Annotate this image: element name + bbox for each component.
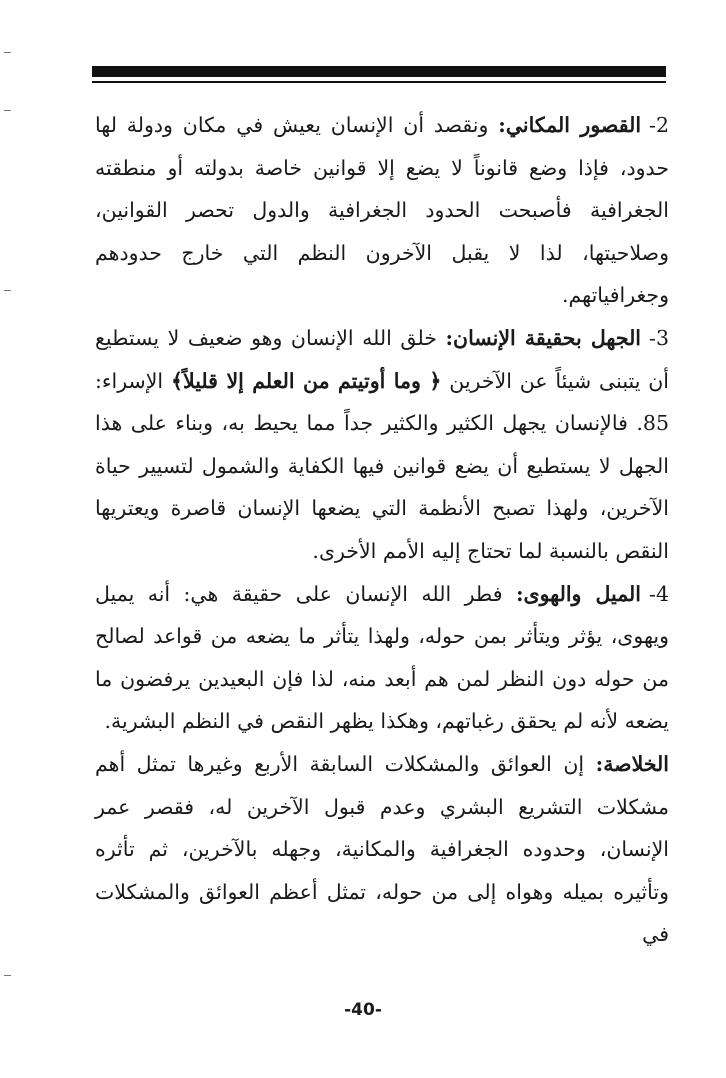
section-body: ونقصد أن الإنسان يعيش في مكان ودولة لها حدود، فإذا وضع قانوناً لا يضع إلا قوانين خاصة بدولته أو منطقته الجغرافية فأصبحت الحدود الجغرافية والدول تحصر القوانين، وصلاحيتها، لذا لا يقبل الآخرون النظم التي خارج حدودهم وجغرافياتهم. [95,113,669,308]
section-term: الميل والهوى: [515,581,642,606]
page-body-text [95,104,669,956]
scan-edge-mark [4,52,11,53]
scan-edge-mark [4,290,11,291]
header-rule-thick [92,66,666,77]
section-term: القصور المكاني: [498,113,642,137]
section-number: 2- [649,113,670,137]
section-ignorance-of-human-nature [95,317,669,573]
section-number: 3- [649,325,669,350]
section-number: 4- [649,581,669,606]
section-conclusion [95,743,669,956]
section-inclination-and-desire [95,573,669,743]
section-body-before-verse: خلق الله الإنسان وهو ضعيف لا يستطيع أن يتبنى شيئاً عن الآخرين [95,325,669,393]
header-rule-thin [92,81,666,83]
page-number: -40- [344,1000,382,1020]
scan-edge-mark [4,110,11,111]
section-spatial-limitation [95,104,669,317]
section-term: الخلاصة: [595,751,669,776]
section-body-after-verse: الإسراء: 85. فالإنسان يجهل الكثير والكثير جداً مما يحيط به، وبناء على هذا الجهل لا يستطيع أن يضع قوانين فيها الكفاية والشمول لتسيير حياة الآخرين، ولهذا تصبح الأنظمة التي يضعها الإنسان قاصرة ويعتريها النقص بالنسبة لما تحتاج إليه الأمم الأخرى. [95,368,669,563]
section-body: إن العوائق والمشكلات السابقة الأربع وغيرها تمثل أهم مشكلات التشريع البشري وعدم قبول الآخرين له، فقصر عمر الإنسان، وحدوده الجغرافية والمكانية، وجهله بالآخرين، ثم تأثره وتأثيره بميله وهواه إلى من حوله، تمثل أعظم العوائق والمشكلات في [95,751,669,947]
section-term: الجهل بحقيقة الإنسان: [445,325,642,350]
quran-verse: ﴿ وما أوتيتم من العلم إلا قليلاً﴾ [170,368,442,393]
scan-edge-mark [4,975,11,976]
section-body: فطر الله الإنسان على حقيقة هي: أنه يميل ويهوى، يؤثر ويتأثر بمن حوله، ولهذا يتأثر ما يضعه من قواعد لصالح من حوله دون النظر لمن هم أبعد منه، لذا فإن البعيدين يرفضون ما يضعه لأنه لم يحقق رغباتهم، وهكذا يظهر النقص في النظم البشرية. [95,581,669,734]
